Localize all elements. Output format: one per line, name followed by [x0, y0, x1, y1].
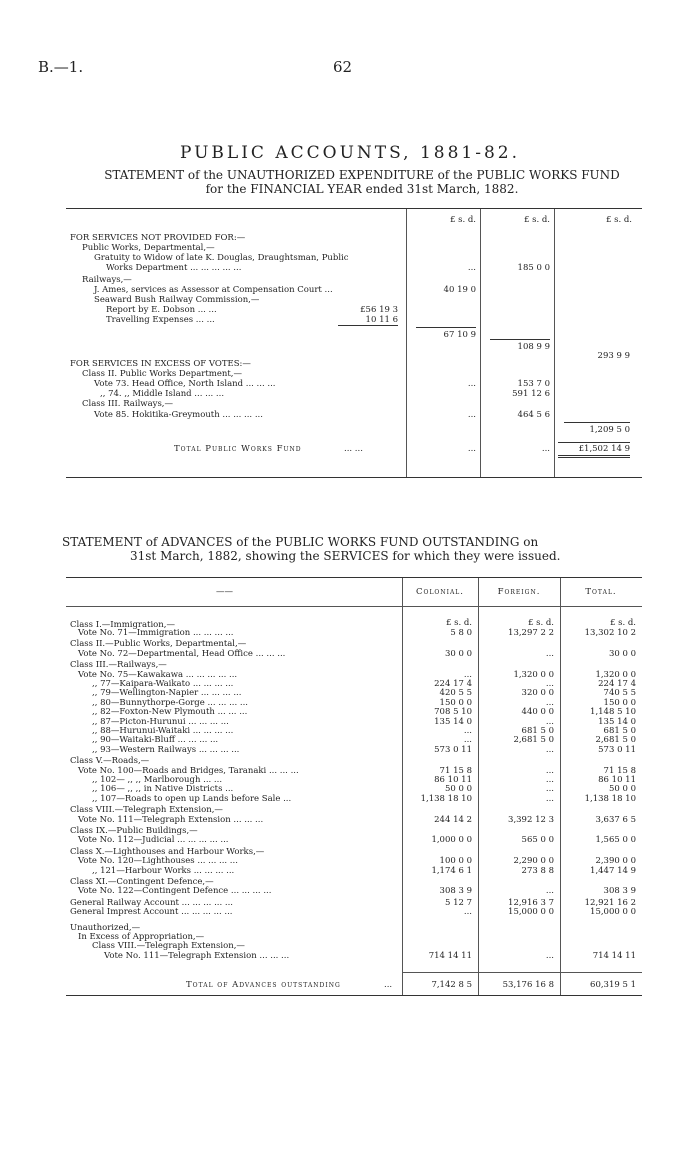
- advance-row-label: ,, 87—Picton-Hurunui ... ... ... ...: [92, 716, 229, 727]
- column-divider: [560, 578, 561, 995]
- advance-for-amount: 13,297 2 2: [508, 628, 554, 638]
- expenditure-row-label: ,, 74. ,, Middle Island ... ... ...: [100, 389, 225, 399]
- foreign-column-header: Foreign.: [497, 587, 541, 597]
- currency-header: £ s. d.: [609, 618, 636, 628]
- currency-header: £ s. d.: [445, 618, 472, 628]
- advance-row-label: Class III.—Railways,—: [70, 660, 167, 671]
- advance-for-amount: 1,320 0 0: [513, 669, 554, 680]
- advance-col-amount: 308 3 9: [439, 886, 472, 897]
- advance-for-amount: ...: [545, 765, 554, 776]
- advance-row-label: Class V.—Roads,—: [70, 756, 150, 767]
- advance-row-label: Vote No. 72—Departmental, Head Office ... ... ...: [78, 648, 286, 659]
- advance-col-amount: ...: [463, 735, 472, 746]
- grand-total: £1,502 14 9: [558, 442, 630, 458]
- expenditure-row-label: Class II. Public Works Department,—: [82, 369, 242, 379]
- advance-tot-amount: 3,637 6 5: [595, 814, 636, 825]
- advance-tot-amount: 30 0 0: [608, 648, 636, 659]
- statement1-title: [62, 168, 662, 196]
- expenditure-row-label: Vote 85. Hokitika-Greymouth ... ... ... ...: [94, 410, 263, 420]
- total-label: Total Public Works Fund: [174, 444, 302, 454]
- advance-for-amount: ...: [545, 784, 554, 795]
- advance-tot-amount: 15,000 0 0: [590, 907, 636, 918]
- advance-for-amount: ...: [545, 775, 554, 785]
- total-grand: 60,319 5 1: [590, 980, 636, 990]
- advance-for-amount: ...: [545, 679, 554, 689]
- total-column-header: Total.: [585, 587, 617, 597]
- advance-for-amount: 681 5 0: [521, 726, 554, 736]
- sub-amount: 10 11 6: [338, 315, 398, 326]
- advance-row-label: Class II.—Public Works, Departmental,—: [70, 639, 247, 650]
- statement2-title: [62, 535, 662, 563]
- amount-c3: 1,209 5 0: [564, 422, 630, 435]
- advance-col-amount: 50 0 0: [444, 784, 472, 795]
- total-rule: [402, 972, 642, 973]
- document-reference: B.—1.: [38, 58, 84, 76]
- amount-c3: 293 9 9: [597, 351, 630, 361]
- column-divider: [480, 209, 481, 477]
- statement2-title-line2: 31st March, 1882, showing the SERVICES for which they were issued.: [130, 549, 561, 563]
- page-number: 62: [333, 58, 353, 76]
- total-foreign: 53,176 16 8: [502, 980, 554, 990]
- advance-for-amount: 12,916 3 7: [508, 897, 554, 908]
- advance-col-amount: 30 0 0: [444, 648, 472, 659]
- advance-row-label: ,, 79—Wellington-Napier ... ... ... ...: [92, 688, 242, 699]
- total-col2: ...: [541, 444, 550, 454]
- advance-row-label: Vote No. 75—Kawakawa ... ... ... ... ...: [78, 669, 238, 680]
- advance-for-amount: 2,681 5 0: [513, 735, 554, 746]
- advance-col-amount: 224 17 4: [434, 679, 472, 689]
- statement1-title-line1: STATEMENT of the UNAUTHORIZED EXPENDITURE of the PUBLIC WORKS FUND: [104, 168, 620, 182]
- colonial-column-header: Colonial.: [416, 587, 464, 597]
- advance-row-label: ,, 88—Hurunui-Waitaki ... ... ... ...: [92, 726, 234, 736]
- amount-c2: 591 12 6: [512, 389, 550, 399]
- currency-header: £ s. d.: [527, 618, 554, 628]
- advance-row-label: Vote No. 122—Contingent Defence ... ... ... ...: [78, 886, 272, 897]
- advance-col-amount: 1,174 6 1: [431, 865, 472, 876]
- advance-col-amount: 100 0 0: [439, 856, 472, 867]
- advance-row-label: Class I.—Immigration,—: [70, 620, 175, 630]
- advance-col-amount: 71 15 8: [439, 765, 472, 776]
- expenditure-row-label: Report by E. Dobson ... ...: [106, 305, 217, 315]
- advance-tot-amount: 1,320 0 0: [595, 669, 636, 680]
- currency-header: £ s. d.: [523, 215, 550, 225]
- description-column-header: ——: [216, 587, 233, 597]
- advance-tot-amount: 740 5 5: [603, 688, 636, 699]
- expenditure-row-label: Railways,—: [82, 275, 132, 285]
- total-dots: ...: [384, 980, 393, 990]
- column-divider: [406, 209, 407, 477]
- advance-row-label: ,, 107—Roads to open up Lands before Sale ...: [92, 793, 292, 804]
- advance-tot-amount: 86 10 11: [598, 775, 636, 785]
- advance-for-amount: 15,000 0 0: [508, 907, 554, 918]
- advance-col-amount: 1,138 18 10: [420, 793, 472, 804]
- advance-tot-amount: 50 0 0: [608, 784, 636, 795]
- advance-tot-amount: 1,565 0 0: [595, 835, 636, 846]
- advance-col-amount: ...: [463, 669, 472, 680]
- advance-for-amount: 320 0 0: [521, 688, 554, 699]
- amount-c2: 464 5 6: [517, 410, 550, 420]
- advance-tot-amount: 308 3 9: [603, 886, 636, 897]
- advance-for-amount: ...: [545, 950, 554, 961]
- total-colonial: 7,142 8 5: [431, 980, 472, 990]
- advance-tot-amount: 1,138 18 10: [584, 793, 636, 804]
- advance-row-label: Class XI.—Contingent Defence,—: [70, 877, 214, 887]
- advances-outstanding-table: [66, 577, 642, 996]
- total-label: Total of Advances outstanding: [186, 980, 341, 990]
- total-dots: ... ...: [344, 444, 363, 454]
- advance-tot-amount: 2,681 5 0: [595, 735, 636, 746]
- advance-row-label: Vote No. 111—Telegraph Extension ... ... ...: [78, 814, 264, 825]
- advance-tot-amount: 135 14 0: [598, 716, 636, 727]
- expenditure-row-label: J. Ames, services as Assessor at Compensation Court ...: [94, 285, 333, 295]
- expenditure-row-label: FOR SERVICES NOT PROVIDED FOR:—: [70, 233, 246, 243]
- column-divider: [402, 578, 403, 995]
- advance-for-amount: ...: [545, 697, 554, 708]
- advance-tot-amount: 681 5 0: [603, 726, 636, 736]
- expenditure-row-label: Seaward Bush Railway Commission,—: [94, 295, 260, 305]
- advance-col-amount: 714 14 11: [428, 950, 472, 961]
- sub-amount: £56 19 3: [360, 305, 398, 315]
- amount-c1: ...: [467, 379, 476, 389]
- advance-col-amount: ...: [463, 726, 472, 736]
- amount-c2: 153 7 0: [517, 379, 550, 389]
- amount-c1: ...: [467, 410, 476, 420]
- advance-tot-amount: 714 14 11: [592, 950, 636, 961]
- advance-row-label: ,, 80—Bunnythorpe-Gorge ... ... ... ...: [92, 697, 248, 708]
- advance-col-amount: 5 12 7: [444, 897, 472, 908]
- currency-header: £ s. d.: [605, 215, 632, 225]
- advance-for-amount: ...: [545, 744, 554, 755]
- expenditure-row-label: Works Department ... ... ... ... ...: [106, 263, 242, 273]
- advance-row-label: Class X.—Lighthouses and Harbour Works,—: [70, 846, 265, 857]
- advance-row-label: ,, 77—Kaipara-Waikato ... ... ... ...: [92, 679, 234, 689]
- expenditure-row-label: Travelling Expenses ... ...: [106, 315, 215, 325]
- advance-tot-amount: 1,148 5 10: [590, 707, 636, 718]
- advance-for-amount: ...: [545, 793, 554, 804]
- expenditure-row-label: FOR SERVICES IN EXCESS OF VOTES:—: [70, 359, 251, 369]
- advance-for-amount: 440 0 0: [521, 707, 554, 718]
- currency-header: £ s. d.: [449, 215, 476, 225]
- advance-row-label: General Railway Account ... ... ... ... ...: [70, 897, 234, 908]
- advance-tot-amount: 2,390 0 0: [595, 856, 636, 867]
- expenditure-row-label: Class III. Railways,—: [82, 399, 174, 409]
- advance-tot-amount: 150 0 0: [603, 697, 636, 708]
- advance-row-label: In Excess of Appropriation,—: [78, 932, 205, 942]
- advance-col-amount: 86 10 11: [434, 775, 472, 785]
- statement2-title-line1: STATEMENT of ADVANCES of the PUBLIC WORKS FUND OUTSTANDING on: [62, 535, 539, 549]
- advance-row-label: Class VIII.—Telegraph Extension,—: [92, 941, 245, 952]
- expenditure-row-label: Vote 73. Head Office, North Island ... ... ...: [94, 379, 276, 389]
- advance-row-label: ,, 82—Foxton-New Plymouth ... ... ...: [92, 707, 248, 718]
- advance-row-label: ,, 106— ,, ,, in Native Districts ...: [92, 784, 234, 795]
- column-divider: [554, 209, 555, 477]
- advance-col-amount: 420 5 5: [439, 688, 472, 699]
- advance-row-label: General Imprest Account ... ... ... ... ...: [70, 907, 233, 918]
- header-rule: [66, 606, 642, 607]
- advance-tot-amount: 224 17 4: [598, 679, 636, 689]
- advance-row-label: Vote No. 100—Roads and Bridges, Taranaki ... ... ...: [78, 765, 299, 776]
- column-divider: [478, 578, 479, 995]
- amount-c1: 40 19 0: [443, 285, 476, 295]
- advance-tot-amount: 573 0 11: [598, 744, 636, 755]
- amount-c1: 67 10 9: [416, 327, 476, 340]
- advance-tot-amount: 1,447 14 9: [590, 865, 636, 876]
- expenditure-row-label: Public Works, Departmental,—: [82, 243, 215, 253]
- advance-row-label: ,, 102— ,, ,, Marlborough ... ...: [92, 775, 223, 785]
- advance-row-label: ,, 93—Western Railways ... ... ... ...: [92, 744, 240, 755]
- advance-col-amount: 244 14 2: [434, 814, 472, 825]
- advance-col-amount: 573 0 11: [434, 744, 472, 755]
- advance-row-label: Class IX.—Public Buildings,—: [70, 826, 198, 836]
- advance-for-amount: ...: [545, 648, 554, 659]
- advance-for-amount: ...: [545, 886, 554, 897]
- advance-tot-amount: 13,302 10 2: [584, 628, 636, 638]
- advance-col-amount: 1,000 0 0: [431, 835, 472, 846]
- total-col1: ...: [467, 444, 476, 454]
- advance-col-amount: 5 8 0: [450, 628, 472, 638]
- unauthorized-expenditure-table: [66, 208, 642, 478]
- advance-col-amount: ...: [463, 907, 472, 918]
- advance-row-label: Vote No. 111—Telegraph Extension ... ... ...: [104, 950, 290, 961]
- advance-for-amount: 273 8 8: [521, 865, 554, 876]
- advance-col-amount: 708 5 10: [434, 707, 472, 718]
- advance-row-label: ,, 121—Harbour Works ... ... ... ...: [92, 865, 235, 876]
- amount-c2: 108 9 9: [490, 339, 550, 352]
- advance-for-amount: 3,392 12 3: [508, 814, 554, 825]
- advance-for-amount: ...: [545, 716, 554, 727]
- expenditure-row-label: Gratuity to Widow of late K. Douglas, Draughtsman, Public: [94, 253, 349, 263]
- advance-row-label: ,, 90—Waitaki-Bluff ... ... ... ...: [92, 735, 219, 746]
- advance-col-amount: 135 14 0: [434, 716, 472, 727]
- advance-col-amount: 150 0 0: [439, 697, 472, 708]
- advance-for-amount: 565 0 0: [521, 835, 554, 846]
- advance-tot-amount: 12,921 16 2: [584, 897, 636, 908]
- advance-row-label: Vote No. 71—Immigration ... ... ... ...: [78, 628, 234, 638]
- statement1-title-line2: for the FINANCIAL YEAR ended 31st March, 1882.: [205, 182, 519, 196]
- advance-row-label: Class VIII.—Telegraph Extension,—: [70, 805, 223, 816]
- advance-row-label: Vote No. 112—Judicial ... ... ... ... ...: [78, 835, 229, 846]
- advance-row-label: Vote No. 120—Lighthouses ... ... ... ...: [78, 856, 238, 867]
- advance-for-amount: 2,290 0 0: [513, 856, 554, 867]
- amount-c2: 185 0 0: [517, 263, 550, 273]
- advance-tot-amount: 71 15 8: [603, 765, 636, 776]
- amount-c1: ...: [467, 263, 476, 273]
- advance-row-label: Unauthorized,—: [70, 922, 141, 933]
- page-title: PUBLIC ACCOUNTS, 1881-82.: [179, 143, 521, 163]
